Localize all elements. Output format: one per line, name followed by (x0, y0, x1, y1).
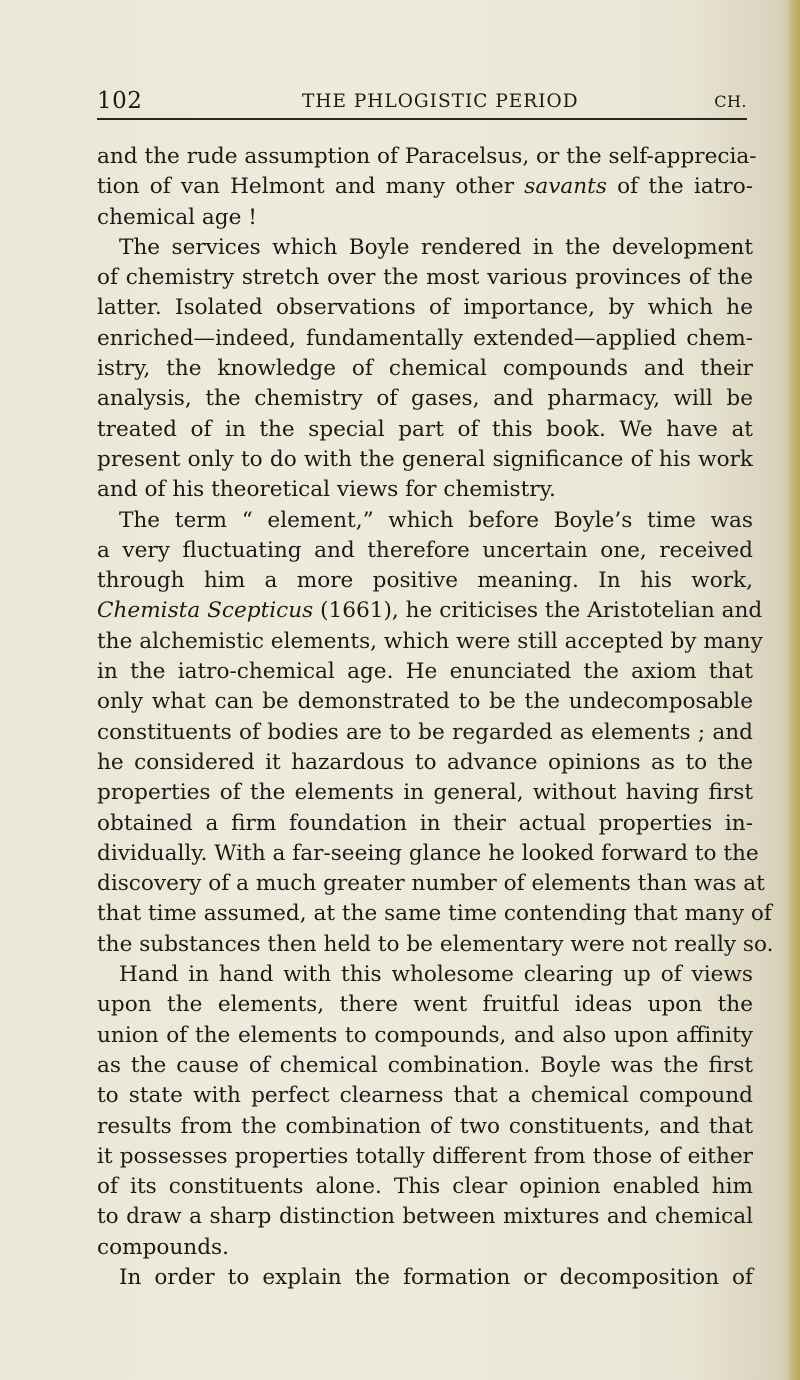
text-line: of chemistry stretch over the most various provinces of the (97, 265, 753, 291)
text-line: as the cause of chemical combination. Boyle was the first (97, 1052, 753, 1078)
text-line: In order to explain the formation or decomposition of (119, 1264, 753, 1290)
text-line: obtained a firm foundation in their actual properties in- (97, 810, 753, 836)
page-edge (786, 0, 800, 1380)
text-line: constituents of bodies are to be regarded as elements ; and (97, 719, 753, 745)
text-line: enriched—indeed, fundamentally extended—applied chem- (97, 325, 753, 351)
text-line: it possesses properties totally different from those of either (97, 1143, 753, 1169)
text-line: compounds. (97, 1234, 229, 1260)
text-line: the alchemistic elements, which were still accepted by many (97, 628, 763, 654)
text-line: to draw a sharp distinction between mixtures and chemical (97, 1204, 753, 1230)
italic-term: savants (524, 174, 607, 200)
text-line: that time assumed, at the same time contending that many of (97, 901, 772, 927)
text-line: Hand in hand with this wholesome clearing up of views (119, 962, 753, 988)
text-line: tion of van Helmont and many other savants of the iatro- (97, 174, 753, 200)
text-line: results from the combination of two constituents, and that (97, 1113, 753, 1139)
text-line: The services which Boyle rendered in the development (119, 234, 753, 260)
text-line: in the iatro-chemical age. He enunciated the axiom that (97, 659, 753, 685)
text-line: properties of the elements in general, without having first (97, 780, 753, 806)
text-line: discovery of a much greater number of elements than was at (97, 871, 765, 897)
text-line: analysis, the chemistry of gases, and pharmacy, will be (97, 386, 753, 412)
text-line: of its constituents alone. This clear opinion enabled him (97, 1174, 753, 1200)
chapter-abbrev: CH. (714, 92, 747, 111)
italic-term: Chemista Scepticus (97, 598, 314, 624)
text-line: union of the elements to compounds, and also upon affinity (97, 1022, 753, 1048)
text-line: chemical age ! (97, 204, 257, 230)
text-line: present only to do with the general significance of his work (97, 446, 753, 472)
text-line: latter. Isolated observations of importance, by which he (97, 295, 753, 321)
running-title: THE PHLOGISTIC PERIOD (302, 91, 579, 112)
header-rule (97, 118, 747, 120)
text-line: upon the elements, there went fruitful ideas upon the (97, 992, 753, 1018)
text-line: a very fluctuating and therefore uncertain one, received (97, 537, 753, 563)
text-line: to state with perfect clearness that a chemical compound (97, 1083, 753, 1109)
text-line: the substances then held to be elementary were not really so. (97, 931, 774, 957)
text-line: treated of in the special part of this book. We have at (97, 416, 753, 442)
text-line: dividually. With a far-seeing glance he looked forward to the (97, 840, 759, 866)
text-line: istry, the knowledge of chemical compounds and their (97, 356, 753, 382)
text-line: and the rude assumption of Paracelsus, or the self-apprecia- (97, 144, 757, 169)
text-line: The term “ element,” which before Boyle’s time was (119, 507, 753, 533)
page-number: 102 (97, 88, 143, 114)
text-line: and of his theoretical views for chemistry. (97, 477, 556, 503)
body-text (97, 142, 777, 1293)
text-line: Chemista Scepticus (1661), he criticises the Aristotelian and (97, 598, 763, 624)
text-line: through him a more positive meaning. In his work, (97, 568, 753, 594)
text-line: he considered it hazardous to advance opinions as to the (97, 749, 753, 775)
text-line: only what can be demonstrated to be the undecomposable (97, 689, 753, 715)
page-header (97, 86, 747, 116)
